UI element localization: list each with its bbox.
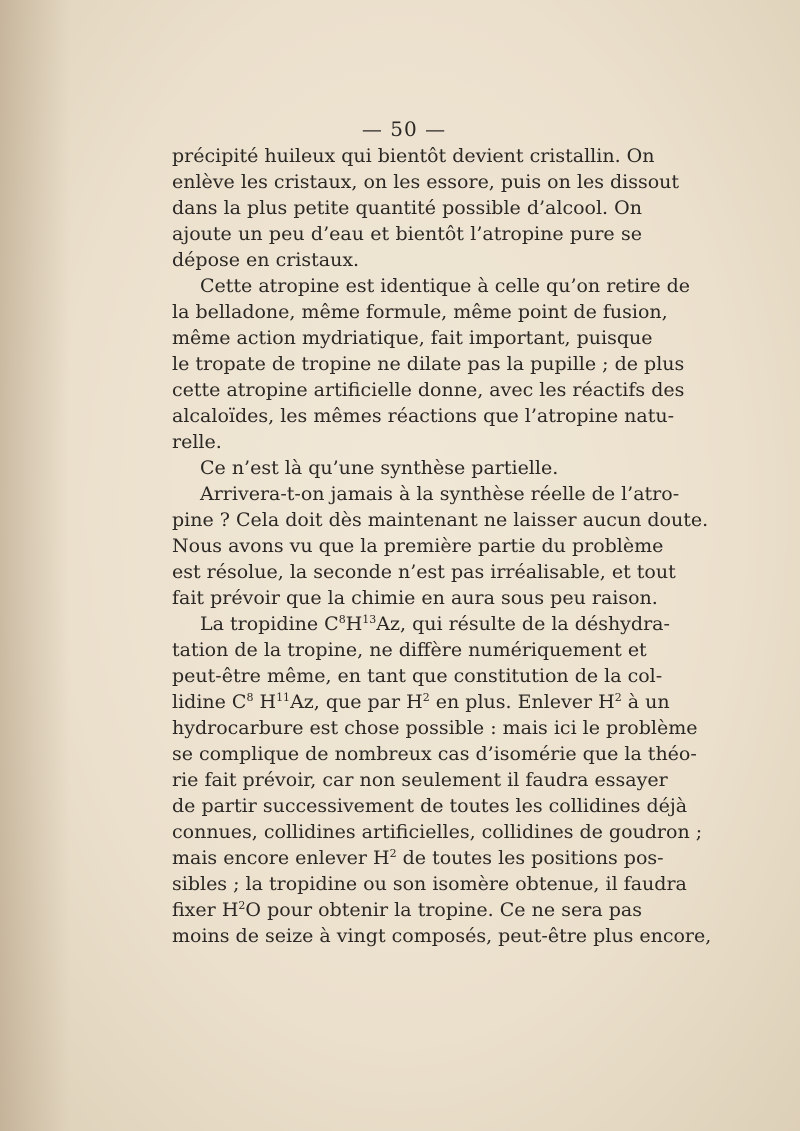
text-line bbox=[172, 221, 642, 247]
text-segment: enlève les cristaux, on les essore, puis on les dissout bbox=[172, 171, 680, 193]
text-line bbox=[172, 845, 664, 871]
text-line bbox=[172, 611, 670, 637]
text-line bbox=[172, 793, 688, 819]
text-segment: alcaloïdes, les mêmes réactions que l’atropine natu- bbox=[172, 405, 674, 427]
text-segment: peut-être même, en tant que constitution de la col- bbox=[172, 665, 663, 687]
text-line bbox=[172, 429, 642, 455]
text-line bbox=[172, 169, 680, 195]
text-line bbox=[172, 273, 691, 299]
text-line bbox=[172, 377, 685, 403]
text-line bbox=[172, 351, 685, 377]
text-line bbox=[172, 585, 658, 611]
text-segment: lidine C bbox=[172, 691, 247, 713]
body-text bbox=[172, 143, 712, 949]
text-segment: H bbox=[345, 613, 363, 635]
text-line bbox=[172, 299, 668, 325]
text-line bbox=[172, 195, 642, 221]
text-segment: rie fait prévoir, car non seulement il faudra essayer bbox=[172, 769, 668, 791]
text-line bbox=[172, 897, 642, 923]
superscript: 8 bbox=[338, 613, 346, 626]
superscript: 2 bbox=[389, 847, 397, 860]
text-line bbox=[172, 689, 670, 715]
text-segment: précipité huileux qui bientôt devient cristallin. On bbox=[172, 145, 655, 167]
page-edge-shadow bbox=[0, 0, 70, 1131]
text-segment: O pour obtenir la tropine. Ce ne sera pas bbox=[245, 899, 643, 921]
text-segment: Az, qui résulte de la déshydra- bbox=[376, 613, 670, 635]
text-segment: la belladone, même formule, même point de fusion, bbox=[172, 301, 668, 323]
text-segment: La tropidine C bbox=[200, 613, 339, 635]
text-segment: ajoute un peu d’eau et bientôt l’atropine pure se bbox=[172, 223, 642, 245]
text-line bbox=[172, 871, 687, 897]
text-segment: tation de la tropine, ne diffère numériquement et bbox=[172, 639, 647, 661]
text-segment: sibles ; la tropidine ou son isomère obtenue, il faudra bbox=[172, 873, 687, 895]
text-segment: dans la plus petite quantité possible d’alcool. On bbox=[172, 197, 642, 219]
page-number: — 50 — bbox=[361, 117, 447, 141]
text-segment: Nous avons vu que la première partie du problème bbox=[172, 535, 664, 557]
superscript: 2 bbox=[614, 691, 622, 704]
text-segment: Cette atropine est identique à celle qu’on retire de bbox=[200, 275, 691, 297]
superscript: 11 bbox=[276, 691, 291, 704]
text-line bbox=[172, 637, 647, 663]
text-segment: dépose en cristaux. bbox=[172, 249, 360, 271]
text-line bbox=[172, 143, 655, 169]
text-segment: pine ? Cela doit dès maintenant ne laisser aucun doute. bbox=[172, 509, 709, 531]
text-segment: relle. bbox=[172, 431, 222, 453]
text-line bbox=[172, 923, 712, 949]
text-segment: fixer H bbox=[172, 899, 239, 921]
text-segment: moins de seize à vingt composés, peut-être plus encore, bbox=[172, 925, 712, 947]
text-segment: même action mydriatique, fait important, puisque bbox=[172, 327, 653, 349]
text-line bbox=[172, 663, 663, 689]
text-segment: Az, que par H bbox=[290, 691, 423, 713]
text-line bbox=[172, 507, 709, 533]
text-line bbox=[172, 715, 698, 741]
text-segment: se complique de nombreux cas d’isomérie que la théo- bbox=[172, 743, 697, 765]
text-line bbox=[172, 455, 642, 481]
superscript: 2 bbox=[238, 899, 246, 912]
text-line bbox=[172, 559, 676, 585]
text-segment: en plus. Enlever H bbox=[429, 691, 615, 713]
text-segment: de partir successivement de toutes les collidines déjà bbox=[172, 795, 688, 817]
text-segment: fait prévoir que la chimie en aura sous peu raison. bbox=[172, 587, 658, 609]
text-line bbox=[172, 403, 674, 429]
text-segment: connues, collidines artificielles, collidines de goudron ; bbox=[172, 821, 703, 843]
text-line bbox=[172, 767, 668, 793]
superscript: 2 bbox=[422, 691, 430, 704]
text-segment: mais encore enlever H bbox=[172, 847, 390, 869]
text-segment: Arrivera-t-on jamais à la synthèse réelle de l’atro- bbox=[200, 483, 680, 505]
text-line bbox=[172, 819, 703, 845]
superscript: 8 bbox=[246, 691, 254, 704]
text-segment: H bbox=[253, 691, 277, 713]
text-segment: est résolue, la seconde n’est pas irréalisable, et tout bbox=[172, 561, 676, 583]
text-segment: le tropate de tropine ne dilate pas la pupille ; de plus bbox=[172, 353, 685, 375]
text-segment: cette atropine artificielle donne, avec les réactifs des bbox=[172, 379, 685, 401]
text-line bbox=[172, 325, 653, 351]
superscript: 13 bbox=[362, 613, 377, 626]
text-line bbox=[172, 247, 642, 273]
text-line bbox=[172, 533, 664, 559]
text-segment: hydrocarbure est chose possible : mais ici le problème bbox=[172, 717, 698, 739]
text-segment: de toutes les positions pos- bbox=[396, 847, 664, 869]
text-line bbox=[172, 481, 680, 507]
text-segment: à un bbox=[621, 691, 670, 713]
text-segment: Ce n’est là qu’une synthèse partielle. bbox=[200, 457, 559, 479]
text-line bbox=[172, 741, 697, 767]
